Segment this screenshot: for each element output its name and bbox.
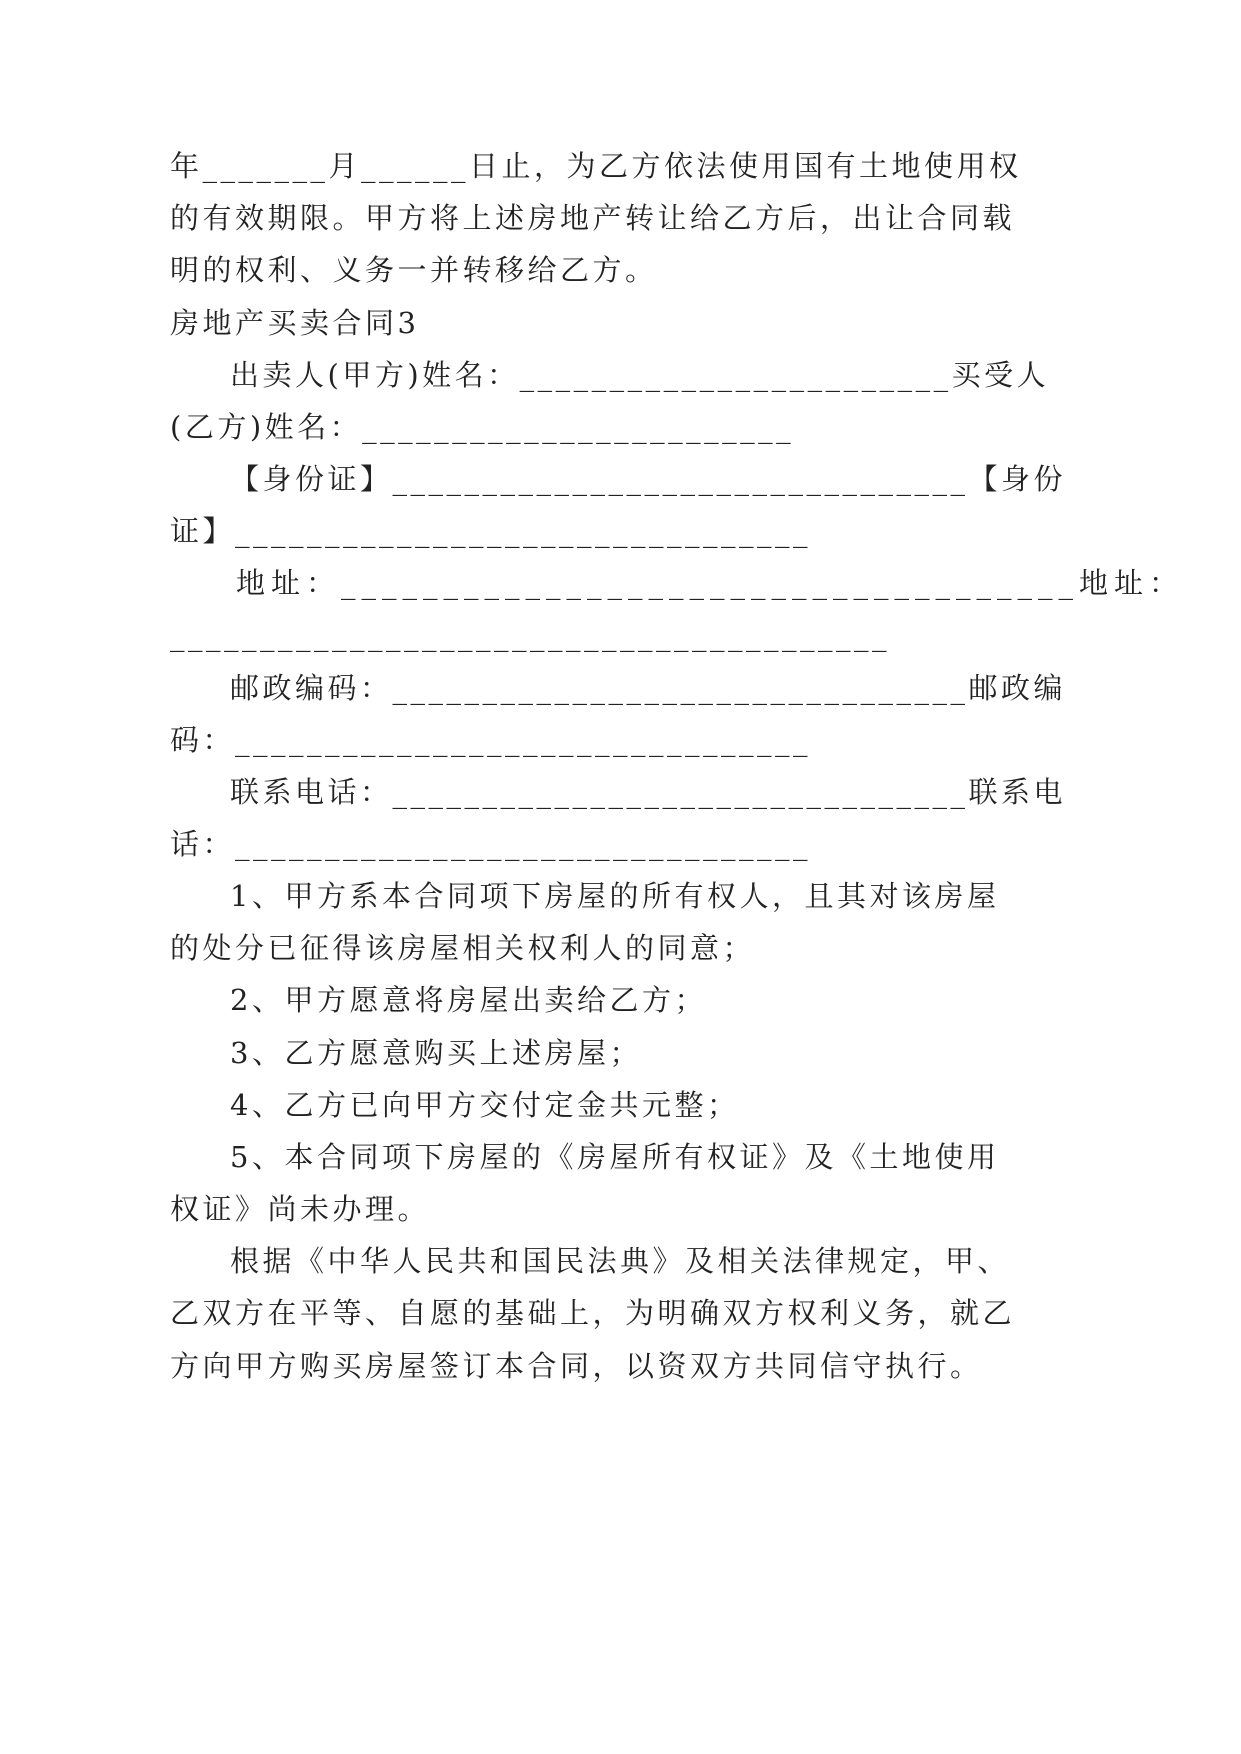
text-line: 乙双方在平等、自愿的基础上，为明确双方权利义务，就乙 bbox=[170, 1296, 1016, 1330]
text-line: 出卖人(甲方)姓名：________________________买受人 bbox=[230, 358, 1050, 392]
text-line: ________________________________________ bbox=[170, 618, 890, 652]
text-line: 权证》尚未办理。 bbox=[170, 1192, 431, 1226]
text-line: 年_______月______日止，为乙方依法使用国有土地使用权 bbox=[170, 149, 1022, 183]
text-line: 4、乙方已向甲方交付定金共元整； bbox=[230, 1088, 740, 1122]
text-line: (乙方)姓名：________________________ bbox=[170, 410, 795, 444]
text-line: 1、甲方系本合同项下房屋的所有权人，且其对该房屋 bbox=[230, 879, 1000, 913]
text-line: 明的权利、义务一并转移给乙方。 bbox=[170, 253, 658, 287]
text-line: 的处分已征得该房屋相关权利人的同意； bbox=[170, 931, 756, 965]
text-line: 地址：____________________________________地址： bbox=[236, 566, 1185, 600]
text-line: 的有效期限。甲方将上述房地产转让给乙方后，出让合同载 bbox=[170, 201, 1016, 235]
text-line: 码：________________________________ bbox=[170, 723, 812, 757]
text-line: 话：________________________________ bbox=[170, 827, 812, 861]
section-heading: 房地产买卖合同3 bbox=[170, 306, 420, 340]
text-line: 方向甲方购买房屋签订本合同，以资双方共同信守执行。 bbox=[170, 1349, 983, 1383]
text-line: 邮政编码：________________________________邮政编 bbox=[230, 671, 1067, 705]
text-line: 联系电话：________________________________联系电 bbox=[230, 775, 1067, 809]
text-line: 根据《中华人民共和国民法典》及相关法律规定，甲、 bbox=[230, 1244, 1011, 1278]
text-line: 5、本合同项下房屋的《房屋所有权证》及《土地使用 bbox=[230, 1140, 1000, 1174]
text-line: 3、乙方愿意购买上述房屋； bbox=[230, 1036, 642, 1070]
text-line: 证】________________________________ bbox=[170, 514, 812, 548]
text-line: 【身份证】________________________________【身份 bbox=[230, 462, 1067, 496]
text-line: 2、甲方愿意将房屋出卖给乙方； bbox=[230, 983, 707, 1017]
